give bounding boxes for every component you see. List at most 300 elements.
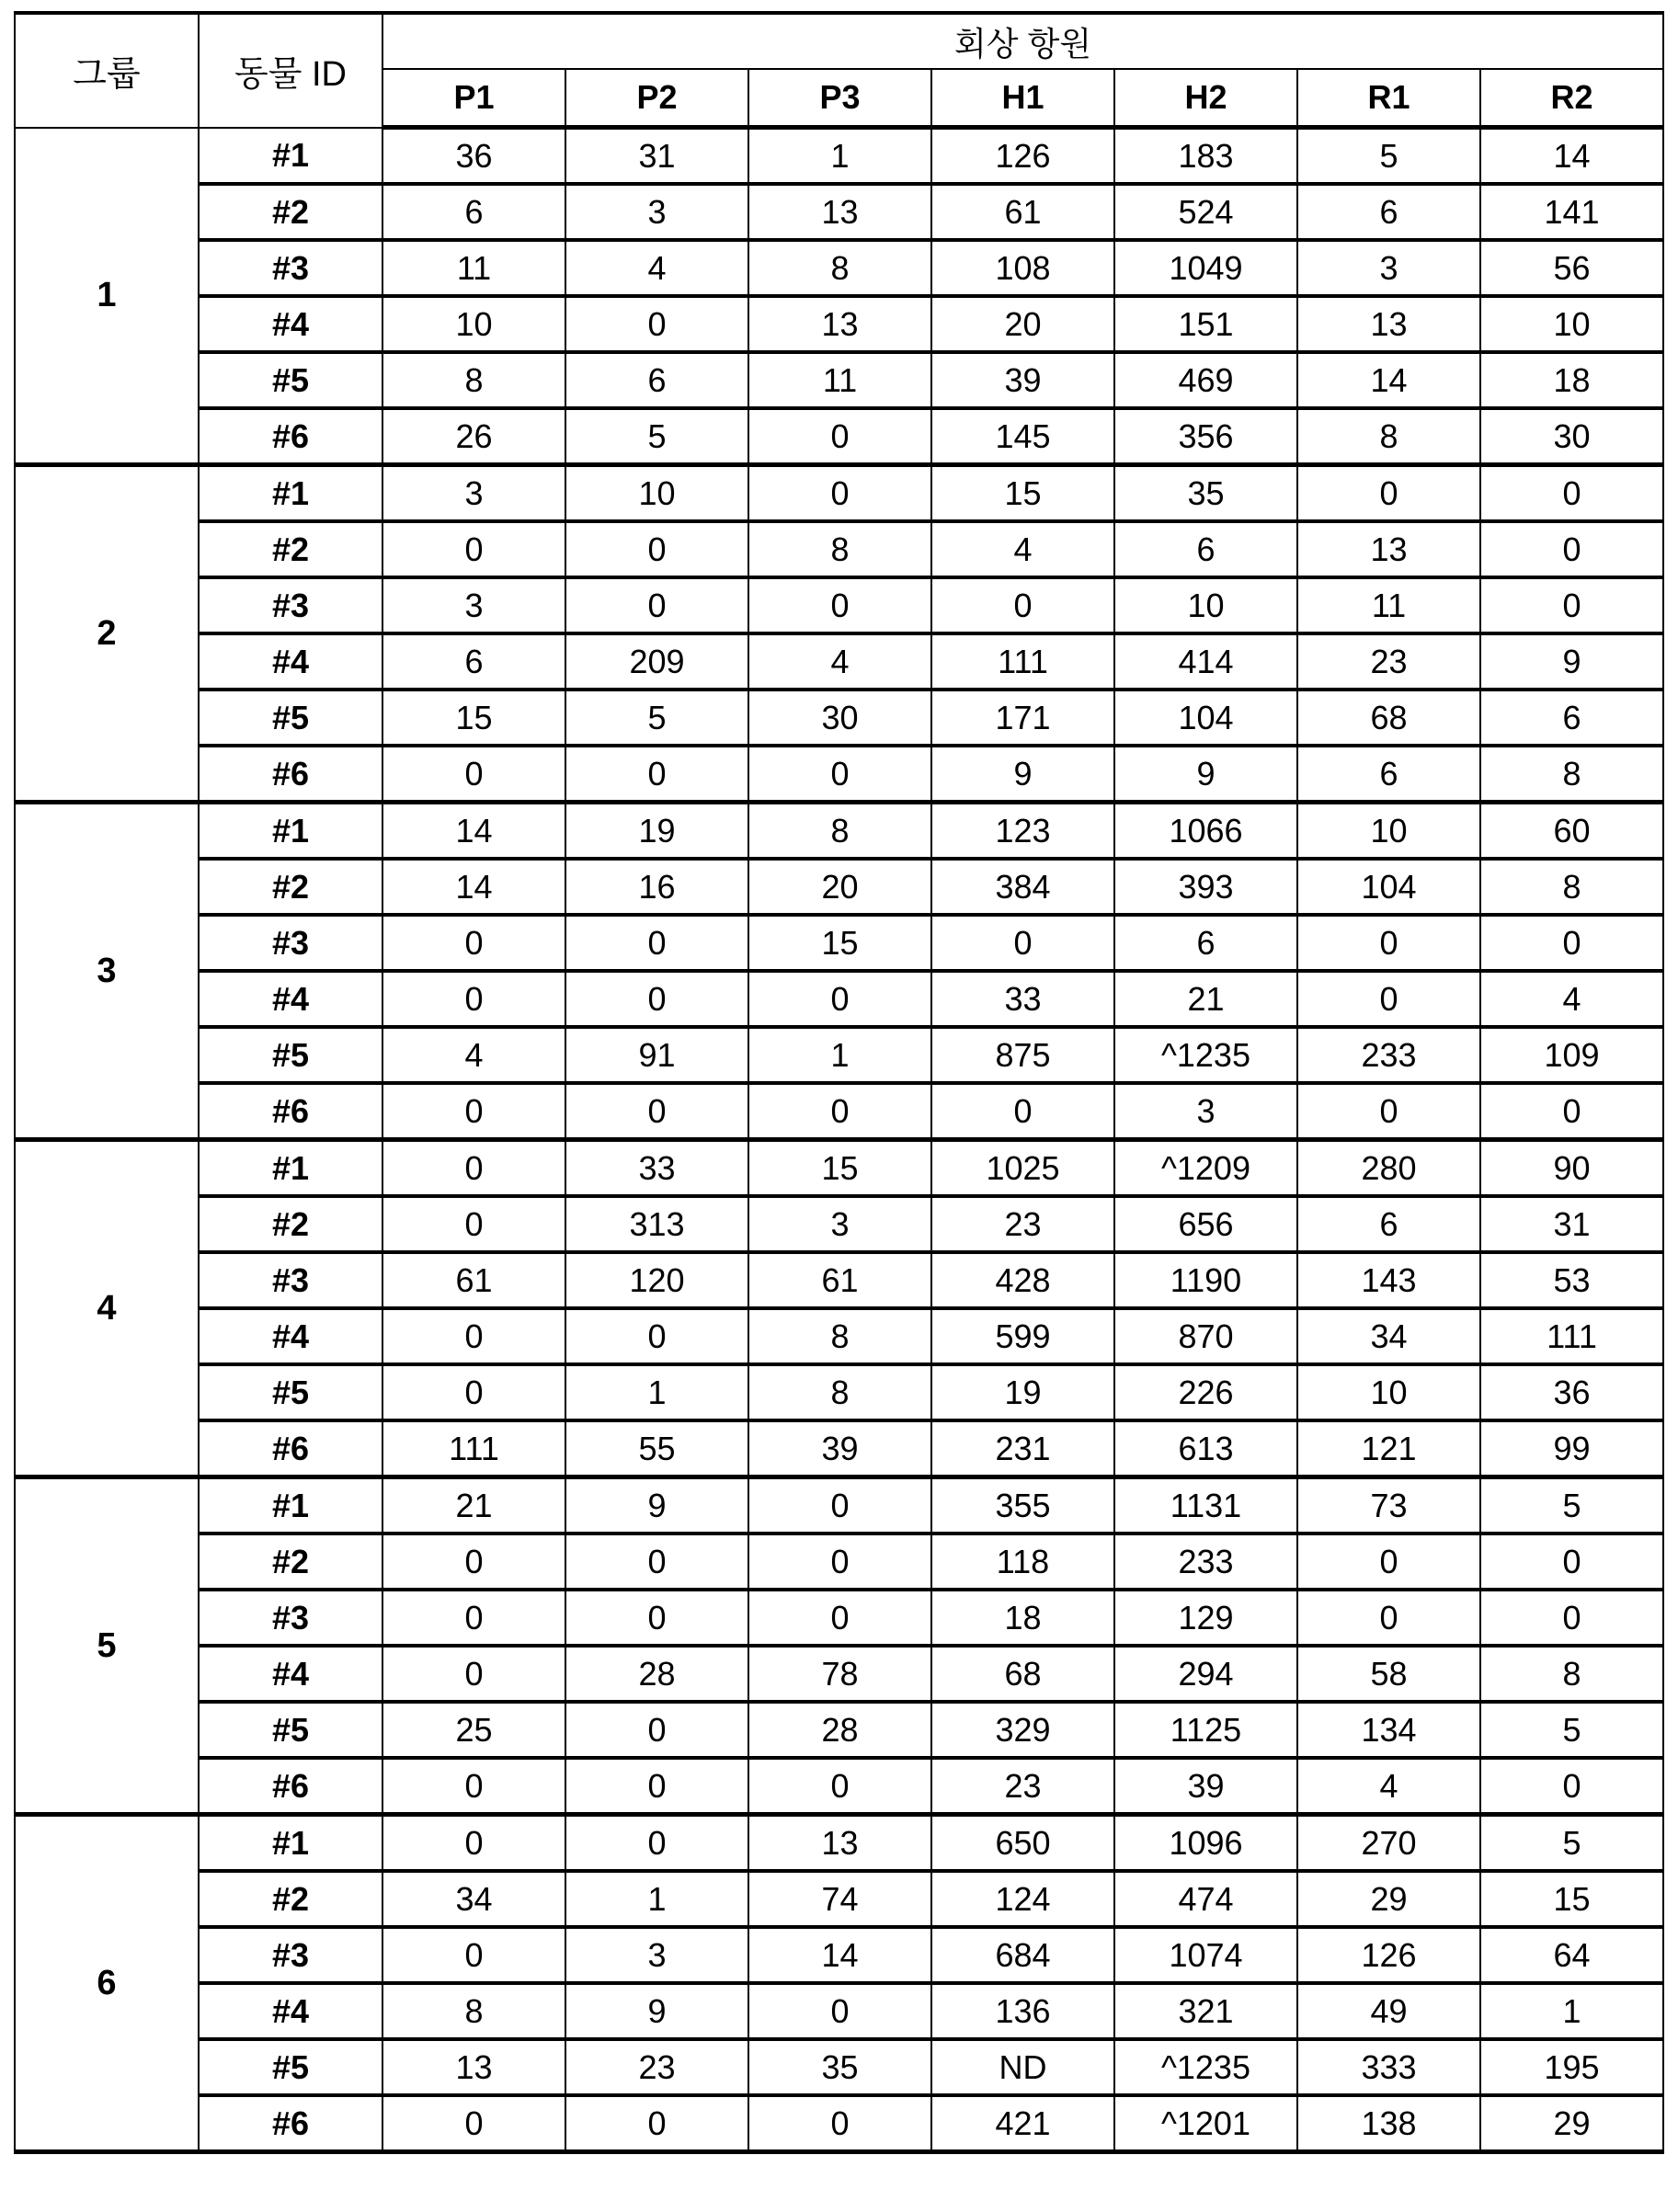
value-cell: 13 (748, 1815, 931, 1872)
animal-id-cell: #6 (199, 1083, 382, 1140)
value-cell: 29 (1297, 1871, 1480, 1927)
value-cell: 10 (565, 465, 748, 522)
animal-id-cell: #1 (199, 1477, 382, 1534)
value-cell: 14 (1297, 352, 1480, 408)
value-cell: 599 (931, 1308, 1114, 1364)
value-cell: 0 (748, 971, 931, 1027)
value-cell: 9 (1480, 633, 1663, 690)
value-cell: ^1209 (1114, 1140, 1297, 1197)
value-cell: 15 (1480, 1871, 1663, 1927)
table-row (15, 1758, 1663, 1815)
value-cell: 34 (382, 1871, 565, 1927)
value-cell: 35 (1114, 465, 1297, 522)
value-cell: 684 (931, 1927, 1114, 1983)
table-row (15, 521, 1663, 577)
value-cell: 61 (931, 184, 1114, 240)
value-cell: 294 (1114, 1646, 1297, 1702)
value-cell: 613 (1114, 1420, 1297, 1477)
value-cell: 30 (1480, 408, 1663, 465)
value-cell: 8 (1297, 408, 1480, 465)
value-cell: 36 (1480, 1364, 1663, 1420)
value-cell: 195 (1480, 2039, 1663, 2095)
value-cell: 1 (565, 1364, 748, 1420)
antigen-header-p3: P3 (748, 69, 931, 128)
value-cell: 0 (748, 408, 931, 465)
value-cell: 8 (748, 1364, 931, 1420)
table-row (15, 1252, 1663, 1308)
value-cell: 21 (382, 1477, 565, 1534)
value-cell: 99 (1480, 1420, 1663, 1477)
value-cell: ^1235 (1114, 2039, 1297, 2095)
value-cell: 111 (1480, 1308, 1663, 1364)
value-cell: 15 (931, 465, 1114, 522)
animal-id-cell: #6 (199, 746, 382, 803)
value-cell: 4 (565, 240, 748, 296)
value-cell: 14 (1480, 128, 1663, 185)
value-cell: 23 (565, 2039, 748, 2095)
table-row (15, 184, 1663, 240)
value-cell: 384 (931, 859, 1114, 915)
animal-id-cell: #1 (199, 465, 382, 522)
value-cell: 9 (931, 746, 1114, 803)
animal-id-cell: #5 (199, 1702, 382, 1758)
value-cell: 333 (1297, 2039, 1480, 2095)
value-cell: 0 (1480, 465, 1663, 522)
value-cell: 414 (1114, 633, 1297, 690)
value-cell: 233 (1114, 1534, 1297, 1590)
value-cell: 0 (931, 1083, 1114, 1140)
value-cell: 321 (1114, 1983, 1297, 2039)
table-row (15, 465, 1663, 522)
value-cell: 61 (748, 1252, 931, 1308)
value-cell: 10 (382, 296, 565, 352)
value-cell: 183 (1114, 128, 1297, 185)
value-cell: 0 (1297, 465, 1480, 522)
value-cell: 23 (1297, 633, 1480, 690)
value-cell: 53 (1480, 1252, 1663, 1308)
animal-id-cell: #3 (199, 577, 382, 633)
table-row (15, 1590, 1663, 1646)
value-cell: 35 (748, 2039, 931, 2095)
value-cell: 104 (1114, 690, 1297, 746)
value-cell: 0 (565, 971, 748, 1027)
value-cell: 0 (565, 1534, 748, 1590)
value-cell: 0 (382, 1083, 565, 1140)
value-cell: 1190 (1114, 1252, 1297, 1308)
group-label: 4 (15, 1140, 199, 1477)
antigen-header-h2: H2 (1114, 69, 1297, 128)
value-cell: 8 (382, 352, 565, 408)
value-cell: 428 (931, 1252, 1114, 1308)
value-cell: 0 (1297, 915, 1480, 971)
value-cell: 15 (748, 915, 931, 971)
value-cell: 104 (1297, 859, 1480, 915)
animal-id-cell: #1 (199, 803, 382, 860)
value-cell: 6 (1297, 746, 1480, 803)
value-cell: 10 (1297, 803, 1480, 860)
value-cell: ^1235 (1114, 1027, 1297, 1083)
value-cell: 0 (565, 296, 748, 352)
value-cell: 0 (382, 1308, 565, 1364)
value-cell: 0 (1297, 1590, 1480, 1646)
antigen-header-h1: H1 (931, 69, 1114, 128)
value-cell: 13 (1297, 521, 1480, 577)
value-cell: 8 (748, 240, 931, 296)
value-cell: 8 (1480, 859, 1663, 915)
value-cell: 0 (748, 1534, 931, 1590)
group-label: 6 (15, 1815, 199, 2152)
animal-id-cell: #1 (199, 128, 382, 185)
table-row (15, 1646, 1663, 1702)
value-cell: 0 (565, 577, 748, 633)
value-cell: 0 (382, 746, 565, 803)
value-cell: 0 (931, 577, 1114, 633)
value-cell: 39 (748, 1420, 931, 1477)
value-cell: 0 (382, 1534, 565, 1590)
value-cell: 61 (382, 1252, 565, 1308)
value-cell: 329 (931, 1702, 1114, 1758)
value-cell: 1 (748, 1027, 931, 1083)
value-cell: 109 (1480, 1027, 1663, 1083)
value-cell: 0 (565, 1590, 748, 1646)
value-cell: 31 (565, 128, 748, 185)
value-cell: ^1201 (1114, 2095, 1297, 2152)
value-cell: 143 (1297, 1252, 1480, 1308)
value-cell: 26 (382, 408, 565, 465)
value-cell: 13 (748, 184, 931, 240)
value-cell: 141 (1480, 184, 1663, 240)
value-cell: 11 (748, 352, 931, 408)
value-cell: 8 (1480, 746, 1663, 803)
value-cell: 118 (931, 1534, 1114, 1590)
value-cell: 0 (748, 1083, 931, 1140)
value-cell: 6 (1114, 915, 1297, 971)
value-cell: 0 (1480, 521, 1663, 577)
value-cell: 145 (931, 408, 1114, 465)
value-cell: 1 (748, 128, 931, 185)
value-cell: 6 (382, 184, 565, 240)
value-cell: 13 (748, 296, 931, 352)
group-label: 5 (15, 1477, 199, 1815)
value-cell: 270 (1297, 1815, 1480, 1872)
value-cell: 129 (1114, 1590, 1297, 1646)
animal-id-cell: #6 (199, 1758, 382, 1815)
animal-id-cell: #6 (199, 408, 382, 465)
value-cell: 19 (565, 803, 748, 860)
group-header: 그룹 (15, 13, 199, 128)
value-cell: 0 (1480, 1083, 1663, 1140)
value-cell: 0 (382, 1758, 565, 1815)
table-row (15, 1364, 1663, 1420)
value-cell: 29 (1480, 2095, 1663, 2152)
value-cell: 111 (931, 633, 1114, 690)
value-cell: 0 (382, 1140, 565, 1197)
recall-antigen-header: 회상 항원 (382, 13, 1663, 69)
table-row (15, 2039, 1663, 2095)
value-cell: 4 (1480, 971, 1663, 1027)
value-cell: 11 (382, 240, 565, 296)
value-cell: 8 (748, 1308, 931, 1364)
value-cell: 0 (748, 465, 931, 522)
value-cell: 111 (382, 1420, 565, 1477)
value-cell: 0 (748, 1590, 931, 1646)
value-cell: 19 (931, 1364, 1114, 1420)
animal-id-cell: #2 (199, 1196, 382, 1252)
value-cell: 0 (1297, 1083, 1480, 1140)
value-cell: 0 (1480, 1590, 1663, 1646)
value-cell: 73 (1297, 1477, 1480, 1534)
table-row (15, 1308, 1663, 1364)
value-cell: 18 (931, 1590, 1114, 1646)
animal-id-cell: #4 (199, 1983, 382, 2039)
value-cell: 0 (382, 1196, 565, 1252)
value-cell: 68 (1297, 690, 1480, 746)
value-cell: 134 (1297, 1702, 1480, 1758)
table-row (15, 296, 1663, 352)
value-cell: 1 (565, 1871, 748, 1927)
group-label: 2 (15, 465, 199, 803)
animal-id-cell: #3 (199, 1590, 382, 1646)
table-row (15, 1027, 1663, 1083)
value-cell: 28 (565, 1646, 748, 1702)
value-cell: 469 (1114, 352, 1297, 408)
value-cell: 6 (382, 633, 565, 690)
value-cell: 1131 (1114, 1477, 1297, 1534)
table-row (15, 1702, 1663, 1758)
value-cell: 123 (931, 803, 1114, 860)
value-cell: 0 (382, 2095, 565, 2152)
value-cell: 209 (565, 633, 748, 690)
value-cell: 1049 (1114, 240, 1297, 296)
value-cell: 6 (1114, 521, 1297, 577)
value-cell: 233 (1297, 1027, 1480, 1083)
value-cell: 15 (748, 1140, 931, 1197)
animal-id-cell: #2 (199, 859, 382, 915)
value-cell: 3 (1114, 1083, 1297, 1140)
value-cell: 3 (382, 577, 565, 633)
table-row (15, 690, 1663, 746)
animal-id-cell: #3 (199, 240, 382, 296)
value-cell: 10 (1480, 296, 1663, 352)
value-cell: 875 (931, 1027, 1114, 1083)
value-cell: 0 (565, 746, 748, 803)
value-cell: 0 (382, 915, 565, 971)
table-row (15, 859, 1663, 915)
table-row (15, 1420, 1663, 1477)
value-cell: 421 (931, 2095, 1114, 2152)
value-cell: 0 (1480, 1758, 1663, 1815)
value-cell: 1025 (931, 1140, 1114, 1197)
table-row (15, 1140, 1663, 1197)
value-cell: 6 (1297, 1196, 1480, 1252)
value-cell: 78 (748, 1646, 931, 1702)
value-cell: ND (931, 2039, 1114, 2095)
value-cell: 5 (1297, 128, 1480, 185)
value-cell: 0 (382, 521, 565, 577)
value-cell: 33 (931, 971, 1114, 1027)
value-cell: 0 (748, 2095, 931, 2152)
table-row (15, 803, 1663, 860)
animal-id-cell: #4 (199, 633, 382, 690)
value-cell: 56 (1480, 240, 1663, 296)
value-cell: 5 (565, 690, 748, 746)
table-row (15, 128, 1663, 185)
table-row (15, 633, 1663, 690)
value-cell: 11 (1297, 577, 1480, 633)
antigen-header-p1: P1 (382, 69, 565, 128)
value-cell: 5 (1480, 1702, 1663, 1758)
value-cell: 656 (1114, 1196, 1297, 1252)
antigen-header-r1: R1 (1297, 69, 1480, 128)
value-cell: 31 (1480, 1196, 1663, 1252)
table-row (15, 971, 1663, 1027)
value-cell: 0 (748, 1983, 931, 2039)
value-cell: 355 (931, 1477, 1114, 1534)
value-cell: 121 (1297, 1420, 1480, 1477)
animal-id-cell: #5 (199, 690, 382, 746)
animal-id-cell: #2 (199, 184, 382, 240)
value-cell: 0 (931, 915, 1114, 971)
value-cell: 9 (565, 1477, 748, 1534)
value-cell: 0 (1297, 971, 1480, 1027)
value-cell: 68 (931, 1646, 1114, 1702)
value-cell: 1125 (1114, 1702, 1297, 1758)
value-cell: 3 (382, 465, 565, 522)
value-cell: 5 (1480, 1815, 1663, 1872)
animal-id-cell: #3 (199, 1252, 382, 1308)
value-cell: 91 (565, 1027, 748, 1083)
antigen-header-r2: R2 (1480, 69, 1663, 128)
value-cell: 3 (565, 184, 748, 240)
value-cell: 39 (1114, 1758, 1297, 1815)
value-cell: 33 (565, 1140, 748, 1197)
value-cell: 0 (565, 1308, 748, 1364)
animal-id-cell: #4 (199, 296, 382, 352)
value-cell: 313 (565, 1196, 748, 1252)
value-cell: 524 (1114, 184, 1297, 240)
value-cell: 34 (1297, 1308, 1480, 1364)
table-row (15, 577, 1663, 633)
value-cell: 226 (1114, 1364, 1297, 1420)
value-cell: 0 (748, 1477, 931, 1534)
value-cell: 108 (931, 240, 1114, 296)
value-cell: 474 (1114, 1871, 1297, 1927)
value-cell: 0 (382, 1927, 565, 1983)
table-row (15, 1477, 1663, 1534)
animal-id-header: 동물 ID (199, 13, 382, 128)
table-row (15, 1927, 1663, 1983)
value-cell: 4 (748, 633, 931, 690)
value-cell: 0 (748, 746, 931, 803)
value-cell: 55 (565, 1420, 748, 1477)
animal-id-cell: #3 (199, 915, 382, 971)
value-cell: 10 (1297, 1364, 1480, 1420)
value-cell: 0 (565, 521, 748, 577)
value-cell: 4 (382, 1027, 565, 1083)
value-cell: 0 (1480, 915, 1663, 971)
value-cell: 0 (565, 1758, 748, 1815)
value-cell: 25 (382, 1702, 565, 1758)
value-cell: 6 (1297, 184, 1480, 240)
animal-id-cell: #5 (199, 2039, 382, 2095)
value-cell: 36 (382, 128, 565, 185)
value-cell: 64 (1480, 1927, 1663, 1983)
value-cell: 14 (382, 803, 565, 860)
group-label: 3 (15, 803, 199, 1140)
value-cell: 6 (1480, 690, 1663, 746)
value-cell: 870 (1114, 1308, 1297, 1364)
animal-id-cell: #5 (199, 1364, 382, 1420)
value-cell: 650 (931, 1815, 1114, 1872)
table-row (15, 915, 1663, 971)
value-cell: 136 (931, 1983, 1114, 2039)
animal-id-cell: #4 (199, 1308, 382, 1364)
value-cell: 16 (565, 859, 748, 915)
value-cell: 58 (1297, 1646, 1480, 1702)
antigen-header-p2: P2 (565, 69, 748, 128)
value-cell: 0 (565, 1083, 748, 1140)
value-cell: 0 (382, 971, 565, 1027)
value-cell: 39 (931, 352, 1114, 408)
value-cell: 60 (1480, 803, 1663, 860)
value-cell: 0 (382, 1815, 565, 1872)
value-cell: 126 (931, 128, 1114, 185)
value-cell: 3 (565, 1927, 748, 1983)
value-cell: 14 (748, 1927, 931, 1983)
value-cell: 4 (931, 521, 1114, 577)
value-cell: 23 (931, 1758, 1114, 1815)
value-cell: 3 (1297, 240, 1480, 296)
animal-id-cell: #2 (199, 1534, 382, 1590)
animal-id-cell: #6 (199, 2095, 382, 2152)
animal-id-cell: #1 (199, 1815, 382, 1872)
animal-id-cell: #5 (199, 1027, 382, 1083)
table-row (15, 2095, 1663, 2152)
value-cell: 74 (748, 1871, 931, 1927)
animal-id-cell: #5 (199, 352, 382, 408)
value-cell: 28 (748, 1702, 931, 1758)
value-cell: 9 (1114, 746, 1297, 803)
table-row (15, 746, 1663, 803)
table-row (15, 408, 1663, 465)
value-cell: 0 (382, 1590, 565, 1646)
value-cell: 8 (748, 521, 931, 577)
value-cell: 18 (1480, 352, 1663, 408)
value-cell: 8 (748, 803, 931, 860)
value-cell: 13 (1297, 296, 1480, 352)
value-cell: 126 (1297, 1927, 1480, 1983)
value-cell: 14 (382, 859, 565, 915)
value-cell: 0 (1297, 1534, 1480, 1590)
table-row (15, 1871, 1663, 1927)
value-cell: 0 (1480, 577, 1663, 633)
animal-id-cell: #3 (199, 1927, 382, 1983)
value-cell: 6 (565, 352, 748, 408)
animal-id-cell: #4 (199, 971, 382, 1027)
value-cell: 15 (382, 690, 565, 746)
value-cell: 0 (382, 1646, 565, 1702)
animal-id-cell: #6 (199, 1420, 382, 1477)
value-cell: 1 (1480, 1983, 1663, 2039)
animal-id-cell: #1 (199, 1140, 382, 1197)
value-cell: 0 (565, 2095, 748, 2152)
value-cell: 10 (1114, 577, 1297, 633)
value-cell: 20 (931, 296, 1114, 352)
value-cell: 8 (1480, 1646, 1663, 1702)
animal-id-cell: #2 (199, 521, 382, 577)
value-cell: 231 (931, 1420, 1114, 1477)
value-cell: 90 (1480, 1140, 1663, 1197)
